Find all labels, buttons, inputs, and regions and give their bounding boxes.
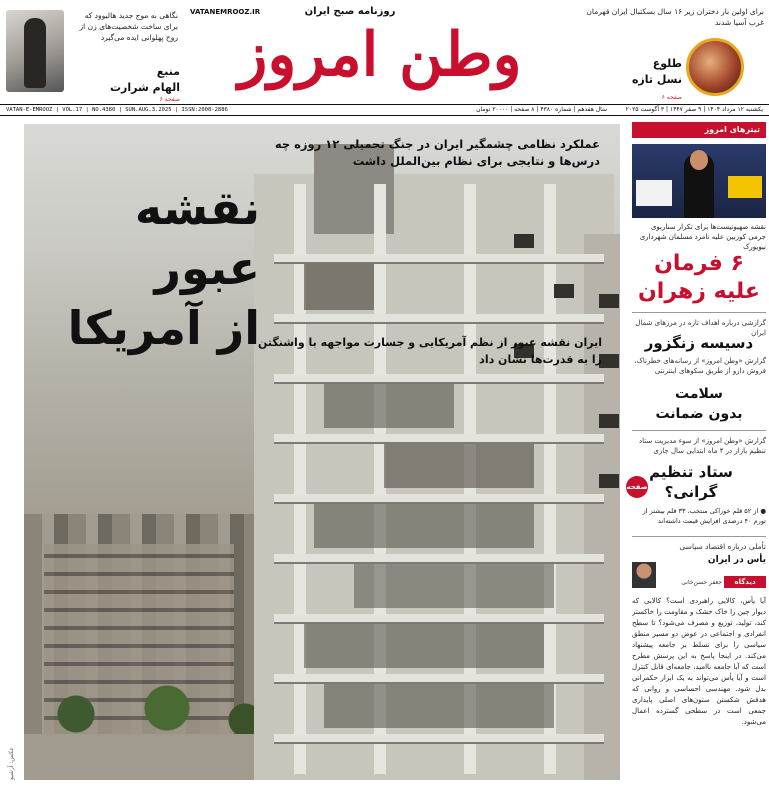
story4-headline[interactable]	[632, 462, 750, 502]
story3-headline[interactable]	[632, 384, 766, 424]
right-teaser-text: برای اولین بار دختران زیر ۱۶ سال بسکتبال ایران قهرمان غرب آسیا شدند	[586, 7, 764, 27]
opinion-author: جعفر حسن‌خانی	[681, 579, 722, 586]
teaser-photo-woman	[6, 10, 64, 92]
sidebar-tab[interactable]: تیترهای امروز	[632, 122, 766, 138]
main-headline-line-2: از آمریکا	[67, 301, 260, 355]
story4-bullets: ● از ۵۲ قلم خوراکی منتخب، ۳۳ قلم بیشتر از تورم ۴۰ درصدی افزایش قیمت داشته‌اند	[642, 507, 766, 525]
left-teaser-page: صفحه ۶	[159, 96, 180, 103]
site-url[interactable]: VATANEMROOZ.IR	[190, 8, 261, 16]
right-teaser-headline	[578, 56, 682, 88]
opinion-headline[interactable]: یأس در ایران	[707, 555, 766, 565]
divider	[632, 430, 766, 431]
main-kicker: عملکرد نظامی چشمگیر ایران در جنگ تحمیلی ۱۲ روزه چه درس‌ها و نتایجی برای نظام بین‌الملل داشت	[274, 137, 600, 168]
main-headline[interactable]	[30, 178, 260, 358]
divider	[632, 536, 766, 537]
page-badge: صفحه ۵	[626, 476, 648, 498]
story3-headline-line-2: بدون ضمانت	[655, 406, 743, 422]
logo-text: وطن امروز	[238, 20, 522, 90]
left-teaser-text: نگاهی به موج جدید هالیوود که برای ساخت شخصیت‌های زن از روح پهلوانی ایده می‌گیرد	[79, 11, 178, 42]
divider	[632, 312, 766, 313]
story3-headline-line-1: سلامت	[675, 386, 723, 402]
story1-summary: نقشه صهیونیست‌ها برای تکرار سناریوی جرمی کوربین علیه نامزد مسلمان شهرداری نیویورک	[639, 223, 766, 251]
story1-photo	[632, 144, 766, 218]
issue-details: سال هفدهم | شماره ۴۳۸۰ | ۸ صفحه | ۲۰۰۰۰ تومان	[476, 106, 607, 113]
story2-kicker: گزارشی درباره اهداف تازه در مرزهای شمال ایران	[635, 319, 766, 337]
opinion-kicker: تأملی درباره اقتصاد سیاسی	[679, 542, 766, 551]
right-teaser-headline-1: طلوع	[652, 57, 682, 70]
story4-headline-line-1: ستاد تنظیم	[649, 463, 733, 481]
story1-headline-line-2: علیه زهران	[638, 279, 760, 304]
opinion-body: آیا یأس، کالایی راهبردی است؟ کالایی که دیوار چین را خاک خشک و مقاومت را خاکستر کند، تولید، توزیع و مصرف می‌شود؟ تا سطح انفرادی و اجتماعی در عوض دو مسیر منطق سیاسی را برای تسلط بر جامعه پیشنهاد می‌کند. در اینجا پاسخ به این پرسش مطرح است که آیا جامعه ناامید، جامعه‌ای قابل کنترل است و آیا یأس می‌تواند به یک ابزار حکمرانی بدل شود. مهندسی احساسی و روانی که هدفش شکستن ستون‌های اصلی پایداری جمعی است در سطحی گسترده اعمال می‌شود.	[632, 597, 766, 726]
right-teaser-page: صفحه ۶	[661, 94, 682, 101]
photo-credit: عکس: آرشیو	[8, 747, 15, 780]
masthead	[0, 0, 769, 104]
author-avatar	[632, 562, 656, 588]
left-teaser[interactable]	[0, 4, 180, 103]
left-teaser-headline-2: الهام شرارت	[109, 81, 180, 94]
story1-headline[interactable]	[632, 250, 766, 306]
story2-headline[interactable]: دسیسه زنگزور	[644, 334, 754, 352]
left-teaser-headline	[70, 64, 180, 96]
newspaper-logo[interactable]	[190, 6, 570, 102]
opinion-tag: دیدگاه	[724, 576, 766, 588]
issue-date: یکشنبه ۱۲ مرداد ۱۴۰۴ | ۹ صفر ۱۴۴۷ | ۳ آگوست ۲۰۲۵	[625, 106, 763, 113]
story1-headline-line-1: ۶ فرمان	[654, 251, 744, 276]
logo-subtitle: روزنامه صبح ایران	[304, 6, 396, 17]
sidebar	[624, 122, 766, 794]
main-headline-line-1: نقشه عبور	[134, 181, 260, 295]
story4-headline-line-2: گرانی؟	[664, 483, 718, 501]
left-teaser-headline-1: منبع	[156, 65, 180, 78]
teaser-photo-team	[686, 38, 744, 96]
issue-info-bar	[0, 104, 769, 116]
main-lede: ایران نقشه عبور از نظم آمریکایی و جسارت مواجهه با واشنگتن را به قدرت‌ها نشان داد	[257, 336, 602, 366]
right-teaser[interactable]	[578, 4, 766, 100]
right-teaser-headline-2: نسل تازه	[631, 73, 682, 86]
story4-summary: گزارش «وطن امروز» از سوء مدیریت ستاد تنظیم بازار در ۴ ماه ابتدایی سال جاری	[639, 437, 766, 455]
issue-details-en: VATAN-E-EMROOZ | VOL.17 | NO.4380 | SUN.AUG.3.2025 | ISSN:2008-2886	[6, 107, 228, 113]
story3-summary: گزارش «وطن امروز» از رسانه‌های خطرناک، فروش دارو از طریق سکوهای اینترنتی	[634, 357, 766, 375]
